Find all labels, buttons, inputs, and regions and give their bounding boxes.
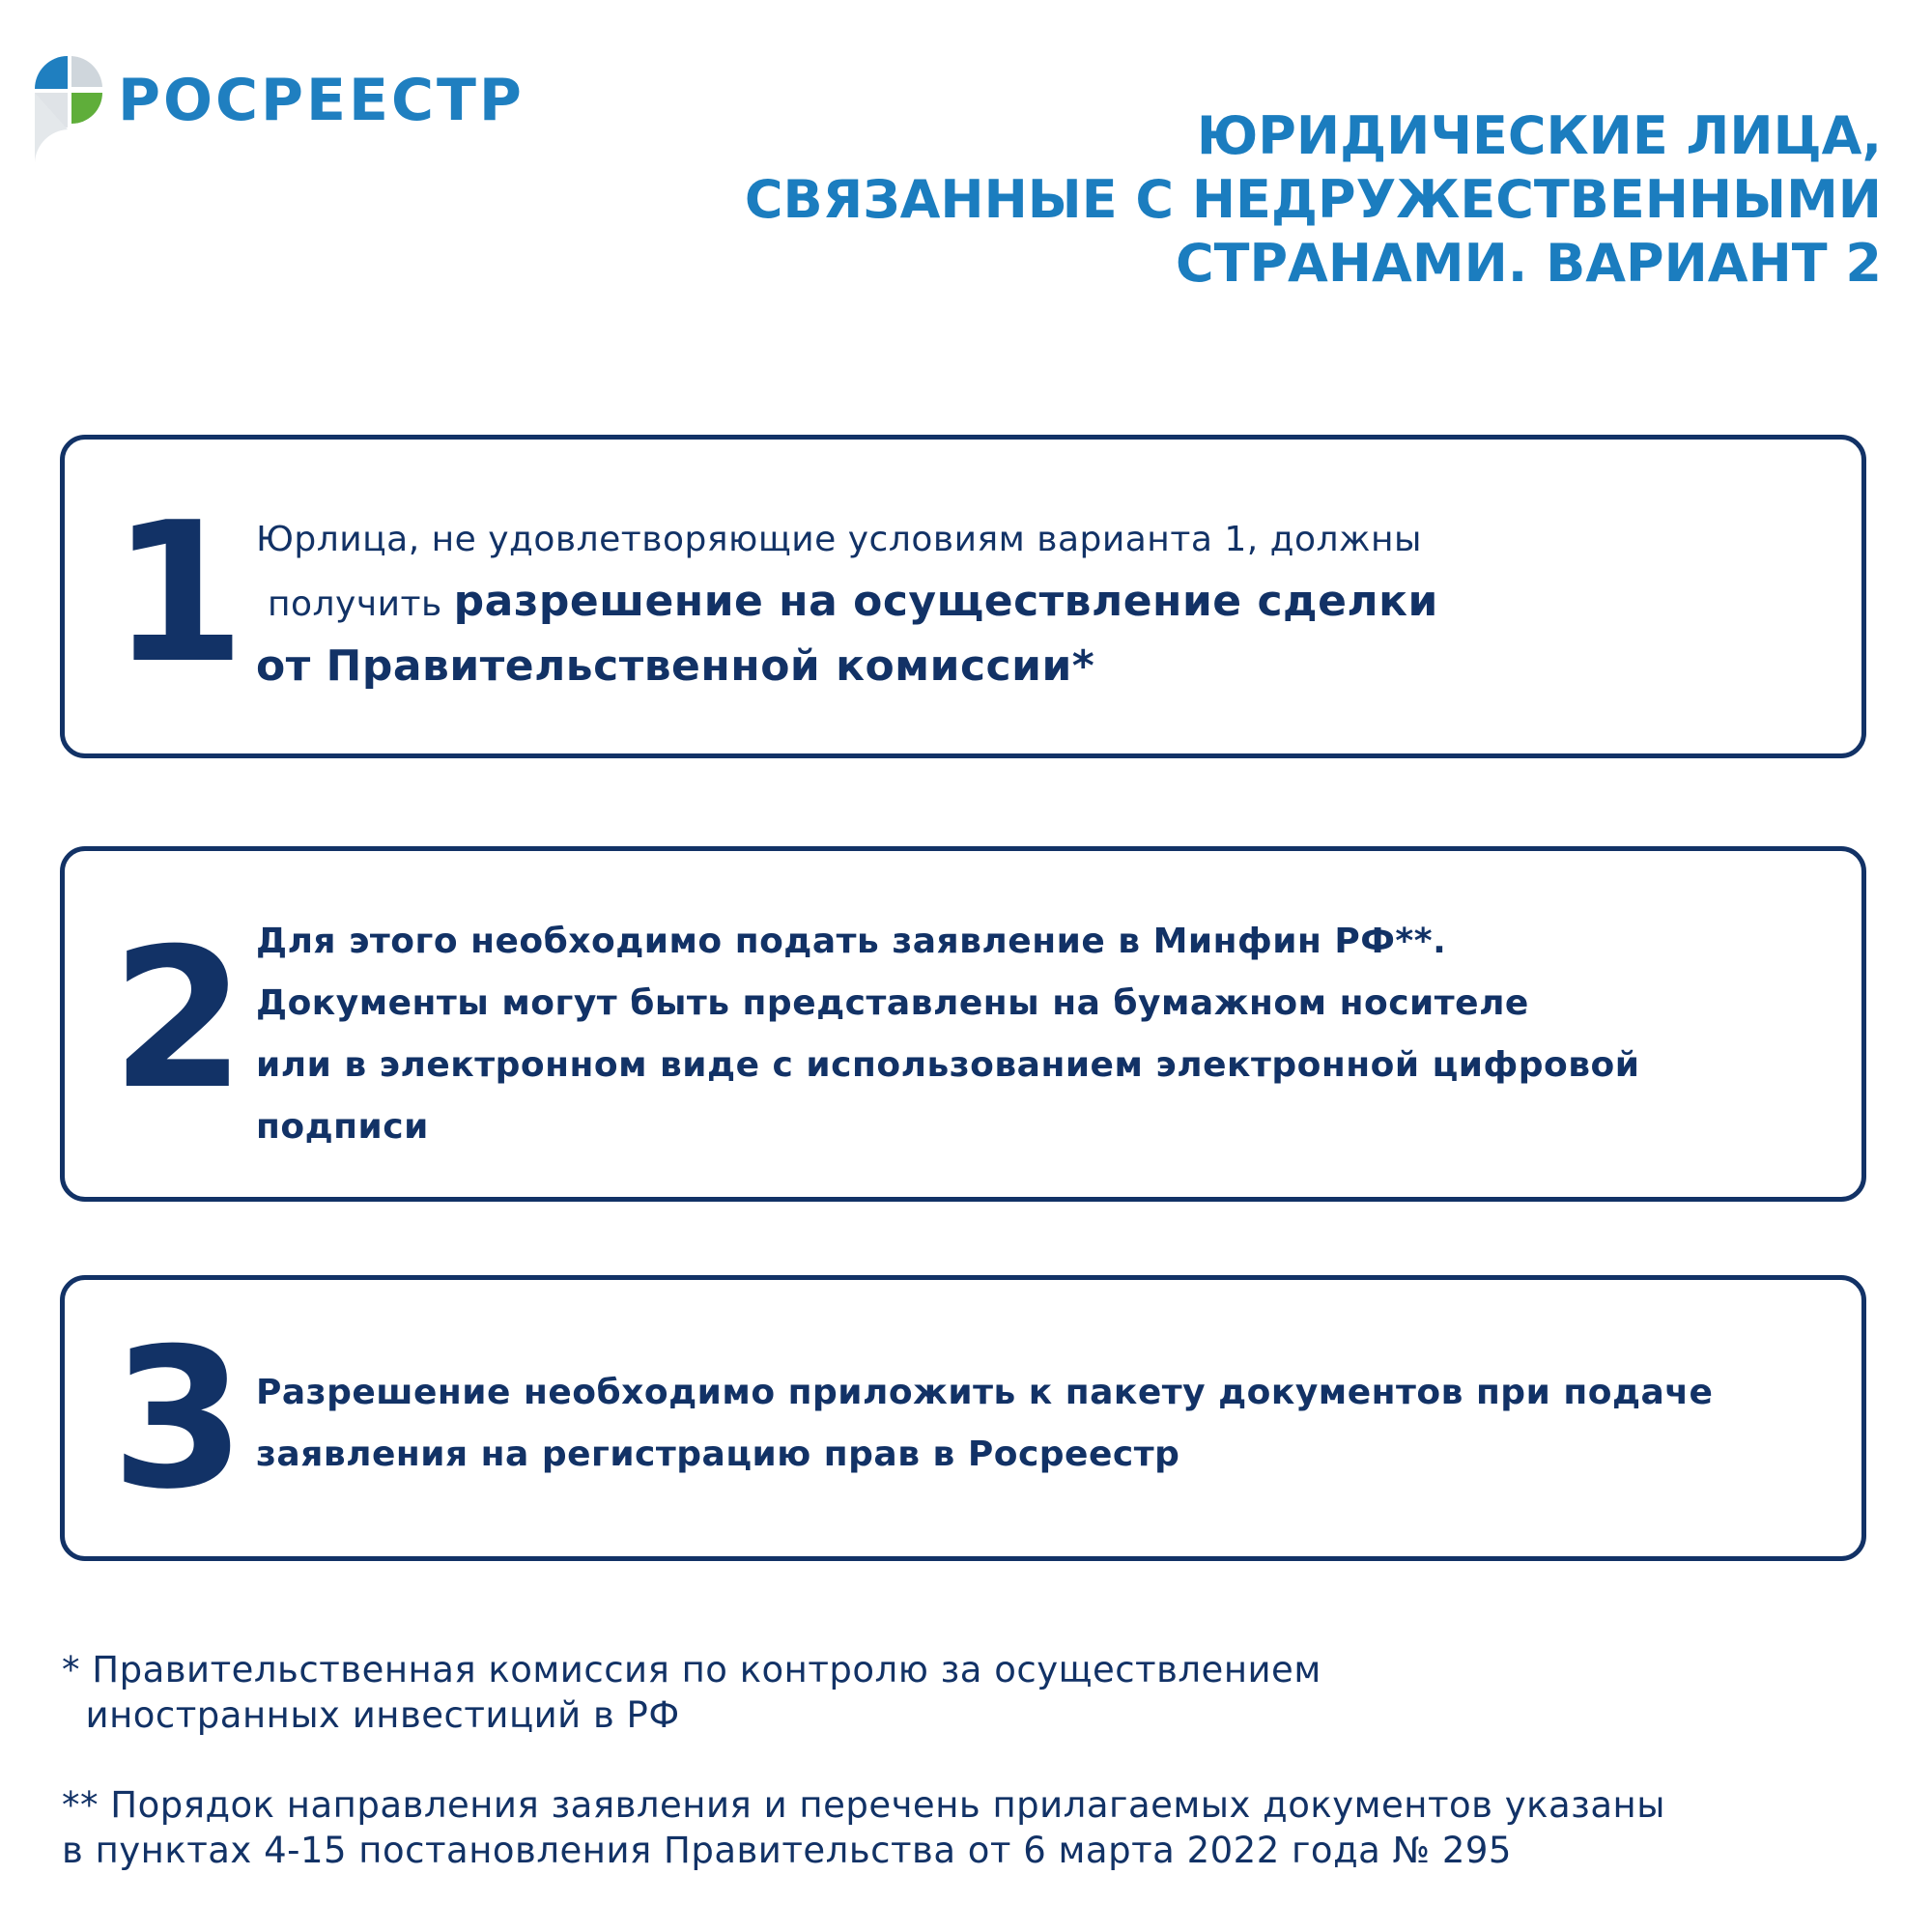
- step-line: или в электронном виде с использованием электронной цифровой: [256, 1045, 1640, 1085]
- step-line: Документы могут быть представлены на бумажном носителе: [256, 983, 1529, 1023]
- title-line: СВЯЗАННЫЕ С НЕДРУЖЕСТВЕННЫМИ: [744, 169, 1882, 230]
- rosreestr-logo: [33, 54, 574, 170]
- step-line-emphasis: от Правительственной комиссии*: [256, 641, 1095, 691]
- rosreestr-logo-icon: [33, 54, 102, 162]
- step-card-2: [60, 846, 1866, 1202]
- step-number: 2: [111, 907, 246, 1132]
- step-line: Юрлица, не удовлетворяющие условиям варианта 1, должны: [256, 520, 1422, 559]
- step-text: [256, 1362, 1804, 1486]
- footnote-line: ** Порядок направления заявления и перечень прилагаемых документов указаны: [62, 1784, 1665, 1826]
- step-line-regular: получить: [256, 584, 454, 624]
- step-number: 1: [111, 481, 246, 706]
- step-card-1: [60, 435, 1866, 758]
- step-number: 3: [111, 1307, 246, 1532]
- page-title: [626, 104, 1882, 296]
- step-line: Разрешение необходимо приложить к пакету документов при подаче: [256, 1373, 1714, 1412]
- logo-wordmark: РОСРЕЕСТР: [118, 67, 525, 134]
- step-line: Для этого необходимо подать заявление в Минфин РФ**.: [256, 922, 1447, 961]
- footnote-line: * Правительственная комиссия по контролю за осуществлением: [62, 1649, 1321, 1690]
- footnote-2: [62, 1782, 1665, 1873]
- footnote-line: в пунктах 4-15 постановления Правительства от 6 марта 2022 года № 295: [62, 1830, 1512, 1871]
- title-line: СТРАНАМИ. ВАРИАНТ 2: [1176, 233, 1882, 294]
- footnote-line: иностранных инвестиций в РФ: [62, 1694, 680, 1736]
- footnote-1: [62, 1647, 1321, 1738]
- step-line: заявления на регистрацию прав в Росреестр: [256, 1435, 1180, 1474]
- step-text: [256, 509, 1804, 697]
- step-line-emphasis: разрешение на осуществление сделки: [453, 577, 1438, 626]
- step-card-3: [60, 1275, 1866, 1561]
- title-line: ЮРИДИЧЕСКИЕ ЛИЦА,: [1196, 105, 1882, 166]
- step-line: [256, 571, 1804, 636]
- step-line: подписи: [256, 1107, 429, 1147]
- step-text: [256, 911, 1804, 1158]
